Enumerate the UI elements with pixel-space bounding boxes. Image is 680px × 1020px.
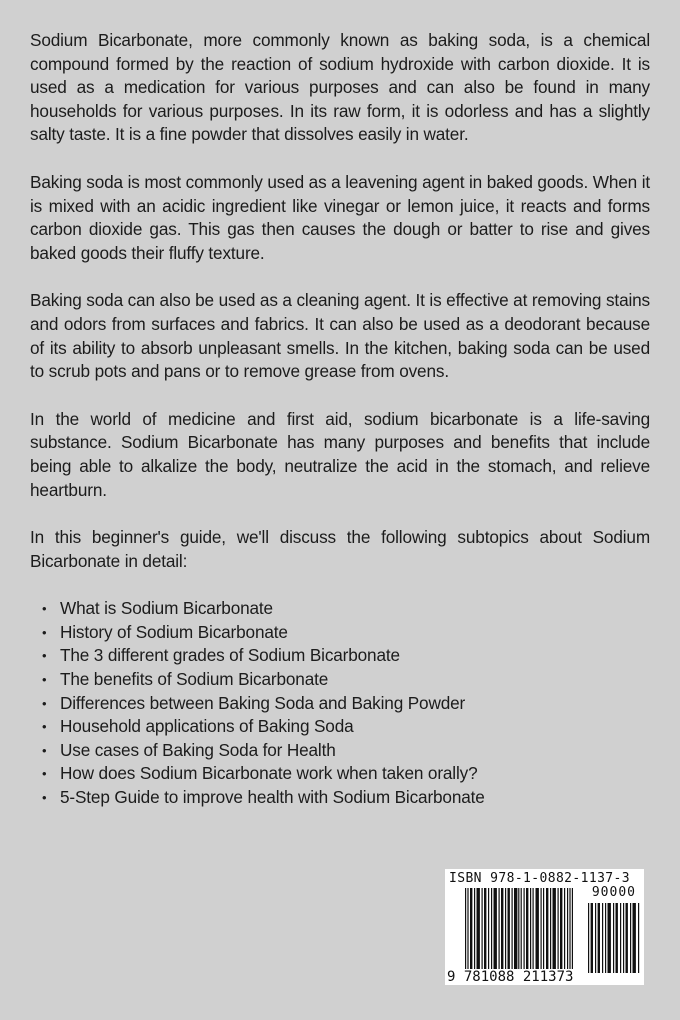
subtopics-list [30,597,650,809]
list-item-label: History of Sodium Bicarbonate [60,621,288,642]
bullet-icon: • [42,695,47,711]
list-item [42,597,650,621]
list-item [42,739,650,763]
ean-digits: 9 781088 211373 [447,969,574,985]
barcode-bars-icon [465,888,573,980]
list-item-label: Use cases of Baking Soda for Health [60,739,336,760]
bullet-icon: • [42,790,47,806]
bullet-icon: • [42,672,47,688]
list-item-label: The 3 different grades of Sodium Bicarbonate [60,645,400,666]
isbn-barcode [445,869,644,985]
list-item [42,715,650,739]
list-item [42,762,650,786]
list-item-label: The benefits of Sodium Bicarbonate [60,669,329,690]
paragraph-leavening: Baking soda is most commonly used as a leavening agent in baked goods. When it is mixed with an acidic ingredient like vinegar or lemon juice, it reacts and forms carbon dioxide gas. This gas then causes the dough or batter to rise and gives baked goods their fluffy texture. [30,171,650,263]
isbn-label: ISBN 978-1-0882-1137-3 [449,871,630,886]
price-code: 90000 [591,885,636,900]
bullet-icon: • [42,742,47,758]
paragraph-intro: Sodium Bicarbonate, more commonly known as baking soda, is a chemical compound formed by the reaction of sodium hydroxide with carbon dioxide. It is used as a medication for various purposes and can also be found in many households for various purposes. In its raw form, it is odorless and has a slightly salty taste. It is a fine powder that dissolves easily in water. [30,30,650,145]
bullet-icon: • [42,766,47,782]
bullet-icon: • [42,601,47,617]
list-item [42,786,650,810]
list-item-label: Differences between Baking Soda and Baking Powder [60,692,466,713]
back-cover-text [30,29,650,810]
list-item-label: What is Sodium Bicarbonate [60,598,273,619]
list-item-label: 5-Step Guide to improve health with Sodium Bicarbonate [60,787,485,808]
bullet-icon: • [42,624,47,640]
paragraph-guide-intro: In this beginner's guide, we'll discuss the following subtopics about Sodium Bicarbonate in detail: [30,527,650,571]
list-item-label: How does Sodium Bicarbonate work when taken orally? [60,763,478,784]
paragraph-medicine: In the world of medicine and first aid, sodium bicarbonate is a life-saving substance. Sodium Bicarbonate has many purposes and benefits that include being able to alkalize the body, neutralize the acid in the stomach, and relieve heartburn. [30,408,650,500]
list-item [42,621,650,645]
list-item-label: Household applications of Baking Soda [60,716,354,737]
bullet-icon: • [42,648,47,664]
list-item [42,668,650,692]
list-item [42,644,650,668]
list-item [42,692,650,716]
paragraph-cleaning: Baking soda can also be used as a cleaning agent. It is effective at removing stains and odors from surfaces and fabrics. It can also be used as a deodorant because of its ability to absorb unpleasant smells. In the kitchen, baking soda can be used to scrub pots and pans or to remove grease from ovens. [30,290,650,382]
bullet-icon: • [42,719,47,735]
price-addon-bars-icon [588,903,640,973]
